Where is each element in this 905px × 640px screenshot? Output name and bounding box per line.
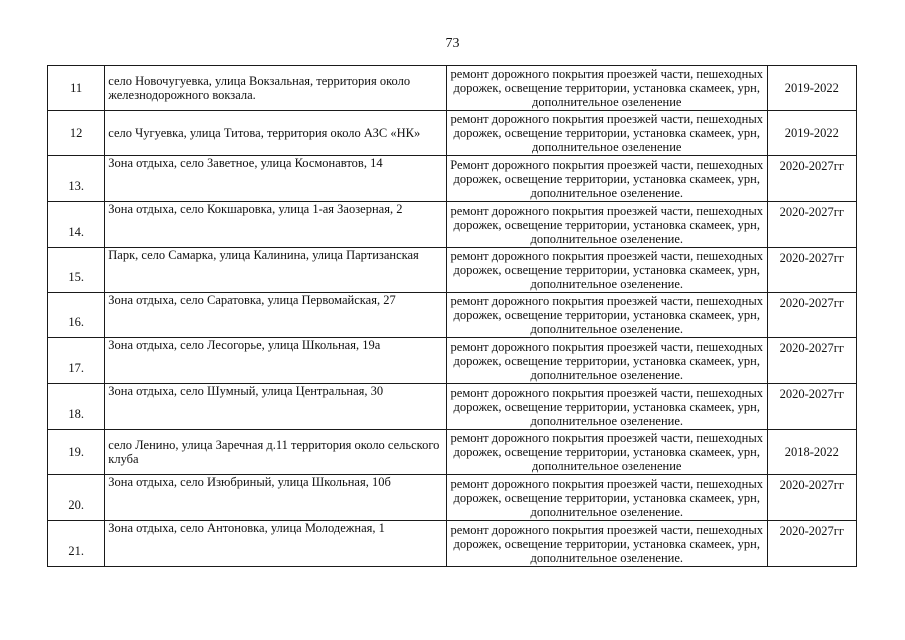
table-row bbox=[48, 66, 857, 111]
row-period: 2018-2022 bbox=[767, 430, 856, 475]
row-works: ремонт дорожного покрытия проезжей части, пешеходных дорожек, освещение территории, установка скамеек, урн, дополнительное озеленение. bbox=[446, 202, 767, 248]
row-number: 15. bbox=[48, 248, 105, 293]
row-address: Зона отдыха, село Шумный, улица Центральная, 30 bbox=[105, 384, 447, 430]
row-works: ремонт дорожного покрытия проезжей части, пешеходных дорожек, освещение территории, установка скамеек, урн, дополнительное озеленение bbox=[446, 111, 767, 156]
table-row bbox=[48, 202, 857, 248]
row-address: село Новочугуевка, улица Вокзальная, территория около железнодорожного вокзала. bbox=[105, 66, 447, 111]
row-address: село Чугуевка, улица Титова, территория около АЗС «НК» bbox=[105, 111, 447, 156]
row-period: 2020-2027гг bbox=[767, 475, 856, 521]
row-works: ремонт дорожного покрытия проезжей части, пешеходных дорожек, освещение территории, установка скамеек, урн, дополнительное озеленение. bbox=[446, 475, 767, 521]
row-number: 18. bbox=[48, 384, 105, 430]
row-address: Зона отдыха, село Кокшаровка, улица 1-ая Заозерная, 2 bbox=[105, 202, 447, 248]
row-period: 2020-2027гг bbox=[767, 338, 856, 384]
row-address: село Ленино, улица Заречная д.11 территория около сельского клуба bbox=[105, 430, 447, 475]
row-number: 14. bbox=[48, 202, 105, 248]
table-row bbox=[48, 475, 857, 521]
row-works: ремонт дорожного покрытия проезжей части, пешеходных дорожек, освещение территории, установка скамеек, урн, дополнительное озеленение bbox=[446, 430, 767, 475]
table-row bbox=[48, 248, 857, 293]
row-address: Зона отдыха, село Лесогорье, улица Школьная, 19а bbox=[105, 338, 447, 384]
row-works: ремонт дорожного покрытия проезжей части, пешеходных дорожек, освещение территории, установка скамеек, урн, дополнительное озеленение. bbox=[446, 248, 767, 293]
row-number: 13. bbox=[48, 156, 105, 202]
table-row bbox=[48, 156, 857, 202]
row-period: 2020-2027гг bbox=[767, 156, 856, 202]
row-period: 2019-2022 bbox=[767, 111, 856, 156]
table-row bbox=[48, 338, 857, 384]
row-works: Ремонт дорожного покрытия проезжей части, пешеходных дорожек, освещение территории, установка скамеек, урн, дополнительное озеленение. bbox=[446, 156, 767, 202]
row-period: 2020-2027гг bbox=[767, 293, 856, 338]
row-works: ремонт дорожного покрытия проезжей части, пешеходных дорожек, освещение территории, установка скамеек, урн, дополнительное озеленение. bbox=[446, 293, 767, 338]
table-row bbox=[48, 111, 857, 156]
row-period: 2020-2027гг bbox=[767, 384, 856, 430]
row-number: 19. bbox=[48, 430, 105, 475]
row-works: ремонт дорожного покрытия проезжей части, пешеходных дорожек, освещение территории, установка скамеек, урн, дополнительное озеленение bbox=[446, 66, 767, 111]
row-address: Зона отдыха, село Саратовка, улица Первомайская, 27 bbox=[105, 293, 447, 338]
page-number: 73 bbox=[445, 36, 460, 51]
row-period: 2020-2027гг bbox=[767, 202, 856, 248]
row-works: ремонт дорожного покрытия проезжей части, пешеходных дорожек, освещение территории, установка скамеек, урн, дополнительное озеленение. bbox=[446, 521, 767, 567]
row-number: 16. bbox=[48, 293, 105, 338]
row-number: 12 bbox=[48, 111, 105, 156]
row-period: 2019-2022 bbox=[767, 66, 856, 111]
row-number: 21. bbox=[48, 521, 105, 567]
table-row bbox=[48, 430, 857, 475]
row-number: 17. bbox=[48, 338, 105, 384]
row-address: Зона отдыха, село Заветное, улица Космонавтов, 14 bbox=[105, 156, 447, 202]
table-row bbox=[48, 384, 857, 430]
row-address: Парк, село Самарка, улица Калинина, улица Партизанская bbox=[105, 248, 447, 293]
table-row bbox=[48, 521, 857, 567]
row-works: ремонт дорожного покрытия проезжей части, пешеходных дорожек, освещение территории, установка скамеек, урн, дополнительное озеленение. bbox=[446, 384, 767, 430]
row-address: Зона отдыха, село Антоновка, улица Молодежная, 1 bbox=[105, 521, 447, 567]
row-number: 11 bbox=[48, 66, 105, 111]
row-period: 2020-2027гг bbox=[767, 521, 856, 567]
row-address: Зона отдыха, село Изюбриный, улица Школьная, 10б bbox=[105, 475, 447, 521]
row-number: 20. bbox=[48, 475, 105, 521]
table-row bbox=[48, 293, 857, 338]
row-period: 2020-2027гг bbox=[767, 248, 856, 293]
improvement-objects-table bbox=[47, 65, 857, 567]
row-works: ремонт дорожного покрытия проезжей части, пешеходных дорожек, освещение территории, установка скамеек, урн, дополнительное озеленение. bbox=[446, 338, 767, 384]
